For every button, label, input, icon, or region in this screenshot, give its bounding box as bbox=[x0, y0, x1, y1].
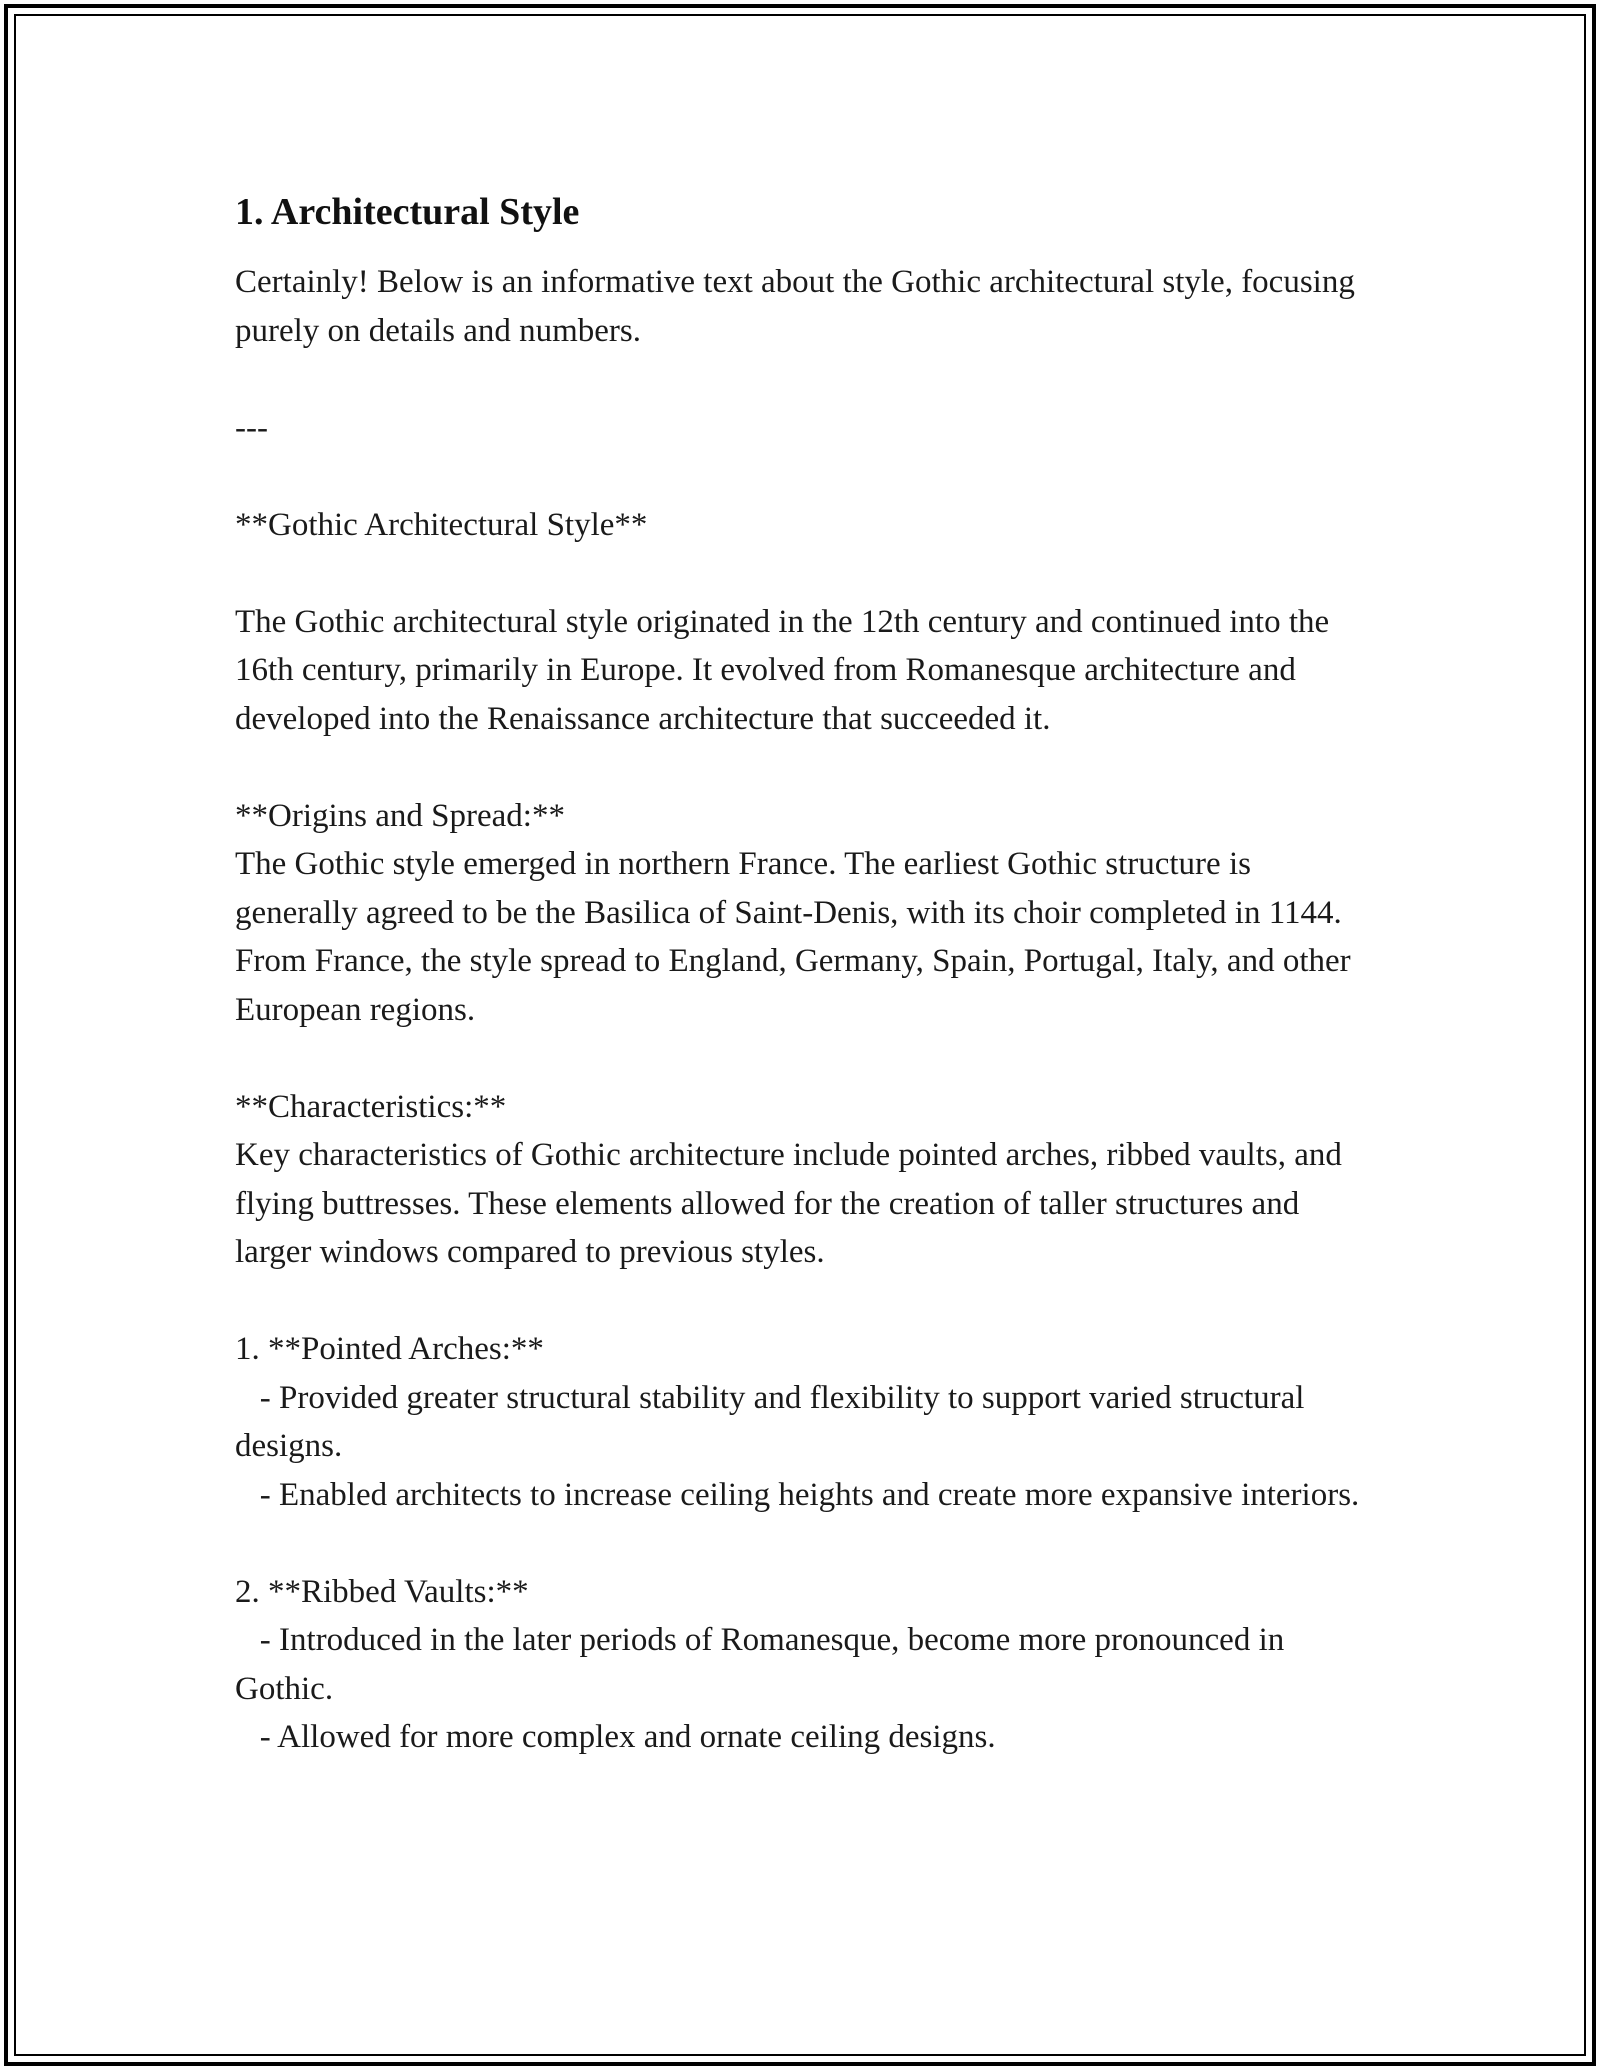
overview-paragraph: The Gothic architectural style originated in the 12th century and continued into the 16th century, primarily in Europe. It evolved from Romanesque architecture and developed into the Renaissance architecture that succeeded it. bbox=[235, 603, 1338, 737]
spacer bbox=[235, 452, 1375, 501]
spacer bbox=[235, 355, 1375, 404]
spacer bbox=[235, 743, 1375, 792]
pointed-arches-item: 1. **Pointed Arches:** - Provided greater structural stability and flexibility to support varied structural designs. - Enabled architects to increase ceiling heights and create more expansive interiors. bbox=[235, 1331, 1360, 1513]
spacer bbox=[235, 1034, 1375, 1083]
characteristics-section: **Characteristics:** Key characteristics of Gothic architecture include pointed arches, ribbed vaults, and flying buttresses. These elements allowed for the creation of taller structures and larger windows compared to previous styles. bbox=[235, 1088, 1342, 1270]
spacer bbox=[235, 1519, 1375, 1568]
intro-paragraph: Certainly! Below is an informative text about the Gothic architectural style, focusing purely on details and numbers. bbox=[235, 264, 1364, 349]
spacer bbox=[235, 549, 1375, 598]
document-body bbox=[235, 186, 1375, 1762]
ribbed-vaults-item: 2. **Ribbed Vaults:** - Introduced in the later periods of Romanesque, become more pronounced in Gothic. - Allowed for more complex and ornate ceiling designs. bbox=[235, 1573, 1285, 1755]
separator-line: --- bbox=[235, 409, 268, 446]
section-heading: 1. Architectural Style bbox=[235, 191, 580, 233]
subtitle: **Gothic Architectural Style** bbox=[235, 506, 648, 543]
spacer bbox=[235, 1277, 1375, 1326]
origins-section: **Origins and Spread:** The Gothic style emerged in northern France. The earliest Gothic structure is generally agreed to be the Basilica of Saint-Denis, with its choir completed in 1144. From France, the style spread to England, Germany, Spain, Portugal, Italy, and other European regions. bbox=[235, 797, 1351, 1028]
